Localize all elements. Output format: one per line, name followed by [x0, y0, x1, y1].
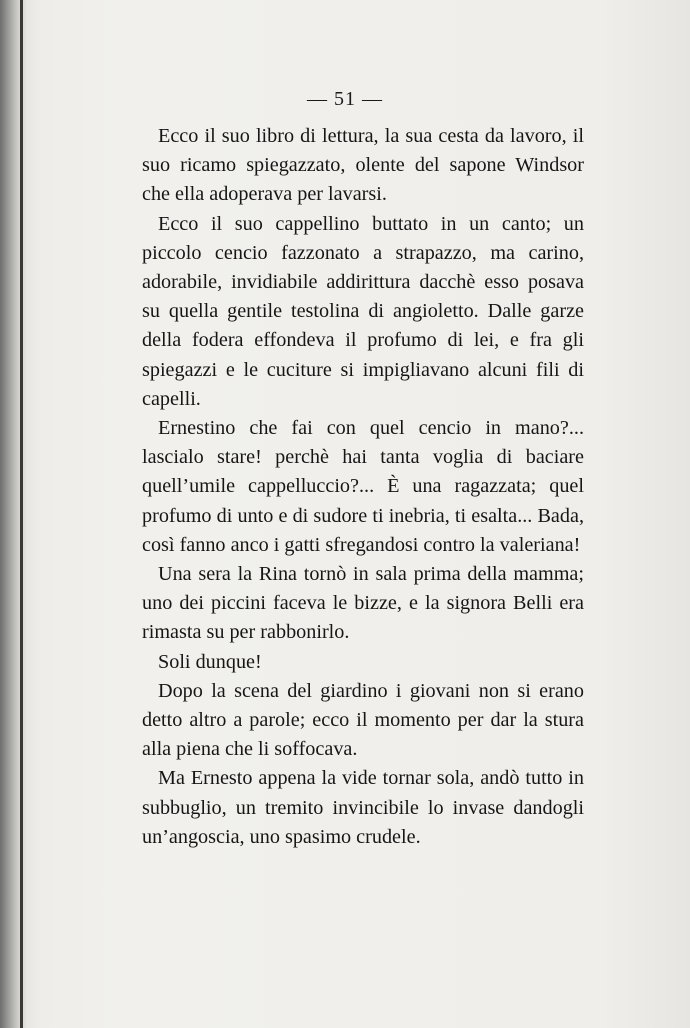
paragraph-6: Dopo la scena del giardino i giovani non si erano detto altro a parole; ecco il momento per dar la stura alla piena che li soffocava.	[142, 679, 584, 761]
paragraph-1: Ecco il suo libro di lettura, la sua cesta da lavoro, il suo ricamo spiegazzato, olente del sapone Windsor che ella adoperava per lavarsi.	[142, 125, 584, 206]
page-number: — 51 —	[307, 88, 383, 110]
paragraph-4: Una sera la Rina tornò in sala prima della mamma; uno dei piccini faceva le bizze, e la signora Belli era rimasta su per rabbonirlo.	[142, 563, 584, 644]
paragraph-3: Ernestino che fai con quel cencio in mano?... lascialo stare! perchè hai tanta voglia di baciare quell’umile cappelluccio?... È una ragazzata; quel profumo di unto e di sudore ti inebria, ti esalta... Bada, così fanno anco i gatti sfregandosi contro la valeriana!	[142, 417, 584, 556]
binding-shadow-line	[20, 0, 23, 1028]
paragraph-7: Ma Ernesto appena la vide tornar sola, andò tutto in subbuglio, un tremito invincibile lo invase dandogli un’angoscia, uno spasimo crudele.	[142, 767, 584, 848]
paragraph-2: Ecco il suo cappellino buttato in un canto; un piccolo cencio fazzonato a strapazzo, ma carino, adorabile, invidiabile addirittura dacchè esso posava su quella gentile testolina di angioletto. Dalle garze della fodera effondeva il profumo di lei, e fra gli spiegazzi e le cuciture si impigliavano alcuni fili di capelli.	[142, 212, 584, 410]
body-text	[142, 122, 584, 852]
paragraph-5: Soli dunque!	[158, 650, 262, 673]
